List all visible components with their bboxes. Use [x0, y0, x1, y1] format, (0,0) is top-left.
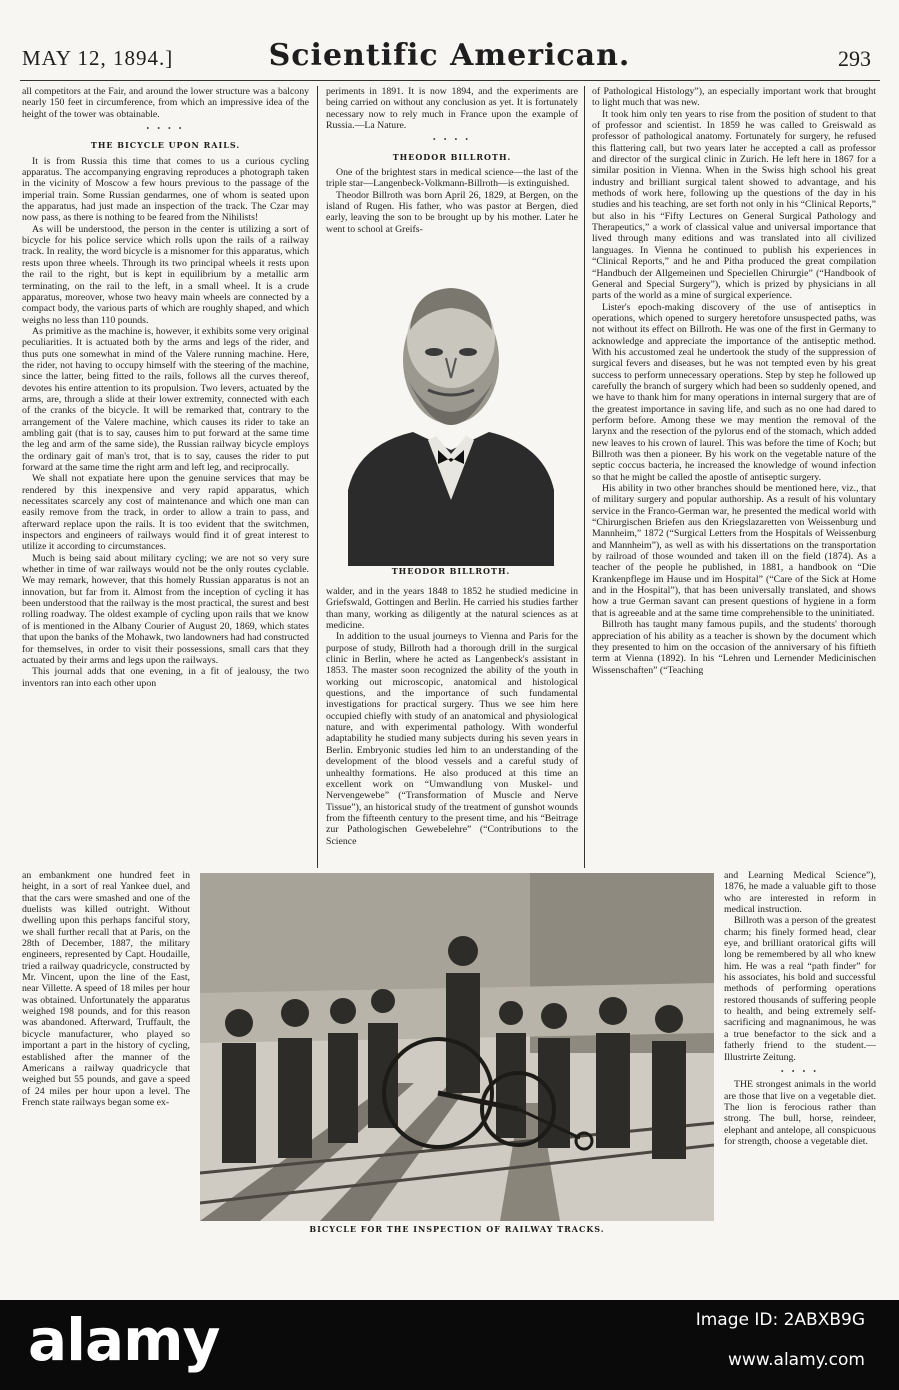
column-rule-2: [584, 86, 585, 868]
col1-paragraph: Much is being said about military cycling; we are not so very sure whether in time of war railways would not be the only routes cyclable. We may remark, however, that this homely Russian apparatus is not an innovation, but far from it. Almost from the inception of cycling it has been understood that the railway is the most practical, the surest and best rolling roadway. The oldest example of cycling upon rails that we know of is mentioned in the Albany Courier of August 20, 1869, which states that upon the banks of the Mohawk, two landowners had had constructed for themselves, in order to visit their possessions, small cars that they actuated by their arms and legs upon the railways.: [22, 552, 309, 666]
issue-date: MAY 12, 1894.]: [22, 46, 174, 70]
col3-paragraph: It took him only ten years to rise from the position of student to that of professor and scientist. In 1859 he was called to Greiswald as professor of pathological anatomy. Fortunately for surgery, he refused this flattering call, but two years later he accepted a call as professor and director of the surgical clinic in Zurich. He left here in 1867 for a similar position in Vienna. When in the Swiss high school his great industry and brilliant surgical talent showed to advantage, and his methods of work here, following up the questions of the day in his studies and his teaching, are set forth not only in his “Clinical Reports,” but also in his “Fifty Lectures on General Surgical Pathology and Therapeutics,” a work of classical value and universal importance that lived through many editions and was translated into all civilized languages. In Vienna he continued to publish his experiences in “Clinical Reports,” and he and Pitha produced the great compilation “Handbuch der Allgemeinen und Speciellen Chirurgie” (“Handbook of General and Special Surgery”), which is prized by physicians in all parts of the world as a mine of surgical experience.: [592, 108, 876, 302]
stock-brand-logo: alamy: [28, 1306, 220, 1374]
col2-paragraph: Theodor Billroth was born April 26, 1829, at Bergen, on the island of Rugen. His father, who was pastor at Bergen, died early, leaving the son to be brought up by his mother. Later he went to school at Greifs-: [326, 189, 578, 235]
col1-paragraph: As will be understood, the person in the center is utilizing a sort of bicycle for his police service which rolls upon the rails of a railway track. In reality, the word bicycle is a misnomer for this apparatus, which rests upon three wheels. Through its two principal wheels it rests upon the rail to the right, but is kept in equilibrium by a metallic arm terminating, on the rail to the left, in a small wheel. It is a crude apparatus, moreover, whose two heavy main wheels are connected by a compact body, the various parts of which are roughly shaped, and which weighs no less than 110 pounds.: [22, 223, 309, 326]
portrait-caption: THEODOR BILLROTH.: [391, 566, 511, 576]
page-number: 293: [838, 46, 871, 71]
col1-lower-paragraph: an embankment one hundred feet in height, in a sort of real Yankee duel, and that the cars were smashed and one of the duelists was killed outright. Without dwelling upon this perhaps fanciful story, we shall further recall that at Paris, on the 28th of December, 1887, the military engineers, represented by Capt. Houdaille, tried a railway quadricycle, constructed by Mr. Vincent, upon the line of the East, near Villette. A speed of 18 miles per hour was obtained. Unfortunately the apparatus weighed 198 pounds, and for this reason was abandoned. Afterward, Truffault, the bicycle manufacturer, who played so important a part in the history of cycling, established after the manner of the Americans a railway quadricycle that weighed but 55 pounds, and gave a speed of 24 miles per hour upon a level. The French state railways began some ex-: [22, 870, 190, 1108]
col2-paragraph: walder, and in the years 1848 to 1852 he studied medicine in Griefswald, Gottingen and Berlin. He carried his studies farther than many, working as diligently at the natural sciences as at medicine.: [326, 586, 578, 632]
col3-lower-paragraph: THE strongest animals in the world are those that live on a vegetable diet. The lion is ferocious rather than strong. The bull, horse, reindeer, elephant and antelope, all conspicuous for strength, choose a vegetable diet.: [724, 1079, 876, 1147]
col1-paragraph: It is from Russia this time that comes to us a curious cycling apparatus. The accompanying engraving reproduces a photograph taken in the vicinity of Moscow a few hours previous to the passage of the imperial train. Some Russian gendarmes, one of whom is seated upon the apparatus, had just made an inspection of the track. The Czar may now pass, as there is nothing to be feared from the Nihilists!: [22, 155, 309, 224]
section-ornament: • • • •: [432, 135, 472, 145]
col1-intro: all competitors at the Fair, and around the lower structure was a balcony nearly 150 feet in circumference, from which an impressive idea of the height of the tower was obtainable.: [22, 86, 309, 120]
section-ornament: • • • •: [780, 1066, 820, 1076]
column-2-top: [326, 86, 578, 238]
stock-url: www.alamy.com: [727, 1350, 865, 1370]
article-heading-bicycle: THE BICYCLE UPON RAILS.: [90, 140, 241, 151]
column-rule-1: [317, 86, 318, 868]
header-rule: [20, 80, 880, 81]
article-heading-billroth: THEODOR BILLROTH.: [392, 151, 512, 162]
column-1-lower: [22, 870, 190, 1230]
column-1: [22, 86, 309, 870]
col3-paragraph: Billroth has taught many famous pupils, and the students' thorough appreciation of his ability as a teacher is shown by the document which they presented to him on the occasion of the anniversary of his fiftieth term at Vienna (1892). In his “Lehren und Lernender Medicinischen Wissenschaften” (“Teaching: [592, 619, 876, 676]
column-2-bottom: [326, 586, 578, 872]
col2-continuation: periments in 1891. It is now 1894, and the experiments are being carried on without any conclusion as yet. It is fortunately necessary now to rely much in France upon the example of Russia.—La Nature.: [326, 86, 578, 132]
section-ornament: • • • •: [146, 124, 185, 134]
col1-paragraph: This journal adds that one evening, in a fit of jealousy, the two inventors ran into each other upon: [22, 666, 309, 689]
col3-lower-paragraph: and Learning Medical Science”), 1876, he made a valuable gift to those who are interested in reform in medical instruction.: [724, 870, 876, 916]
stock-image-id: Image ID: 2ABXB9G: [695, 1310, 865, 1330]
railway-bicycle-engraving: [200, 873, 714, 1221]
col1-paragraph: We shall not expatiate here upon the genuine services that may be rendered by this inexpensive and very rapid apparatus, which necessitates scarcely any cost of maintenance and which one man can easily remove from the track, in order to allow a train to pass, and afterward replace upon the rails. It is too evident that the switchmen, inspectors and engineers of railways would find it of great interest to utilize it according to circumstances.: [22, 473, 309, 553]
column-3-lower: [724, 870, 876, 1232]
col3-paragraph: His ability in two other branches should be mentioned here, viz., that of military surgery and popular authorship. As a result of his voluntary service in the Franco-German war, he presented the medical world with “Chirurgischen Briefen aus den Kriegslazaretten von Weissenburg und Mannheim,” 1872 (“Surgical Letters from the Hospitals of Weissenburg and Mannheim”), as well as with his dissertations on the transportation by railroad of those wounded and taken ill on the field (1874). As a teacher of the people he published, in 1881, a handbook on “Die Krankenpflege im Hause und im Hospital” (“Care of the Sick at Home and in the Hospital”), that has been universally translated, and shows how a true German savant can present questions of hygiene in a form that is agreeable and at the same time comprehensible to the uninitiated.: [592, 483, 876, 619]
col2-paragraph: In addition to the usual journeys to Vienna and Paris for the purpose of study, Billroth had a thorough drill in the surgical clinic in Berlin, where he acted as Langenbeck's assistant in 1853. The master soon recognized the ability of the youth in working out microscopic, anatomical and histological questions, and the importance of such fundamental investigations for practical surgery. Thus we see him here occupied chiefly with study of an anatomical and physiological nature, and with experimental pathology. With wonderful adaptability he studied many subjects during his seven years in Berlin. Embryonic studies led him to an understanding of the development of the blood vessels and a careful study of unhealthy formations. He also produced at this time an excellent work on “Umwandlung von Muskel- und Nervengewebe” (“Transformation of Muscle and Nerve Tissue”), an historical study of the treatment of gunshot wounds from the fifteenth century to the present time, and his “Beitrage zur Pathologischen Gewebelehre” (“Contributions to the Science: [326, 631, 578, 847]
billroth-portrait: [328, 240, 574, 566]
col1-paragraph: As primitive as the machine is, however, it exhibits some very original peculiarities. It is actuated both by the arms and legs of the rider, and thus puts one somewhat in mind of the Valere running machine. Here, the rider, not having to occupy himself with the steering of the machine, since the latter, being fitted to the rails, follows all the curves thereof, devotes his entire attention to its propulsion. Two levers, actuated by the arms, are, through a slide at their lower extremity, connected with each of the cranks of the bicycle. It will be remarked that, contrary to the arrangement of the Valere machine, which causes its rider to take an ambling gait (that is to say, causes him to put forward at the same time the leg and arm of the same side), the Russian railway bicycle employs the ordinary gait of man's trot, that is to say, causes the rider to put forward at the same time the right arm and left leg, and reciprocally.: [22, 325, 309, 473]
col3-lower-paragraph: Billroth was a person of the greatest charm; his finely formed head, clear eye, and brilliant oratorical gifts will long be remembered by all who knew him. He was a real “path finder” for his associates, his bold and successful methods of performing operations restored thousands of suffering people to health, and being extremely self-sacrificing and magnanimous, he was a true benefactor to the sick and a fatherly friend to the student.—Illustrirte Zeitung.: [724, 915, 876, 1063]
col3-paragraph: of Pathological Histology”), an especially important work that brought to light much that was new.: [592, 86, 876, 109]
column-3: [592, 86, 876, 870]
col2-paragraph: One of the brightest stars in medical science—the last of the triple star—Langenbeck-Volkmann-Billroth—is extinguished.: [326, 167, 578, 190]
masthead-title: Scientific American.: [268, 38, 631, 73]
engraving-caption: BICYCLE FOR THE INSPECTION OF RAILWAY TRACKS.: [309, 1224, 605, 1234]
col3-paragraph: Lister's epoch-making discovery of the use of antiseptics in operations, which opened to surgery heretofore unsuspected paths, was not without its effect on Billroth. He was one of the first in Germany to acknowledge and appreciate the importance of the antiseptic method. With his accustomed zeal he undertook the study of the suppression of surgical fevers and diseases, but he was not tempted even by his great success to perform unnecessary operations. Step by step he followed up carefully the branch of surgery which had been so suddenly opened, and we have to thank him for many operations in internal surgery that are of the greatest importance in saving life, and such as no one had dared to perform before. Among these we may mention the removal of the larynx and the resection of the pylorus end of the stomach, which added new leaves to his crown of laurel. This was before the time of Koch; but Billroth was then a pioneer. By his work on the vegetable nature of the septic coccus bacteria, he increased the knowledge of wound infection so that he might be called the apostle of antiseptic surgery.: [592, 301, 876, 483]
